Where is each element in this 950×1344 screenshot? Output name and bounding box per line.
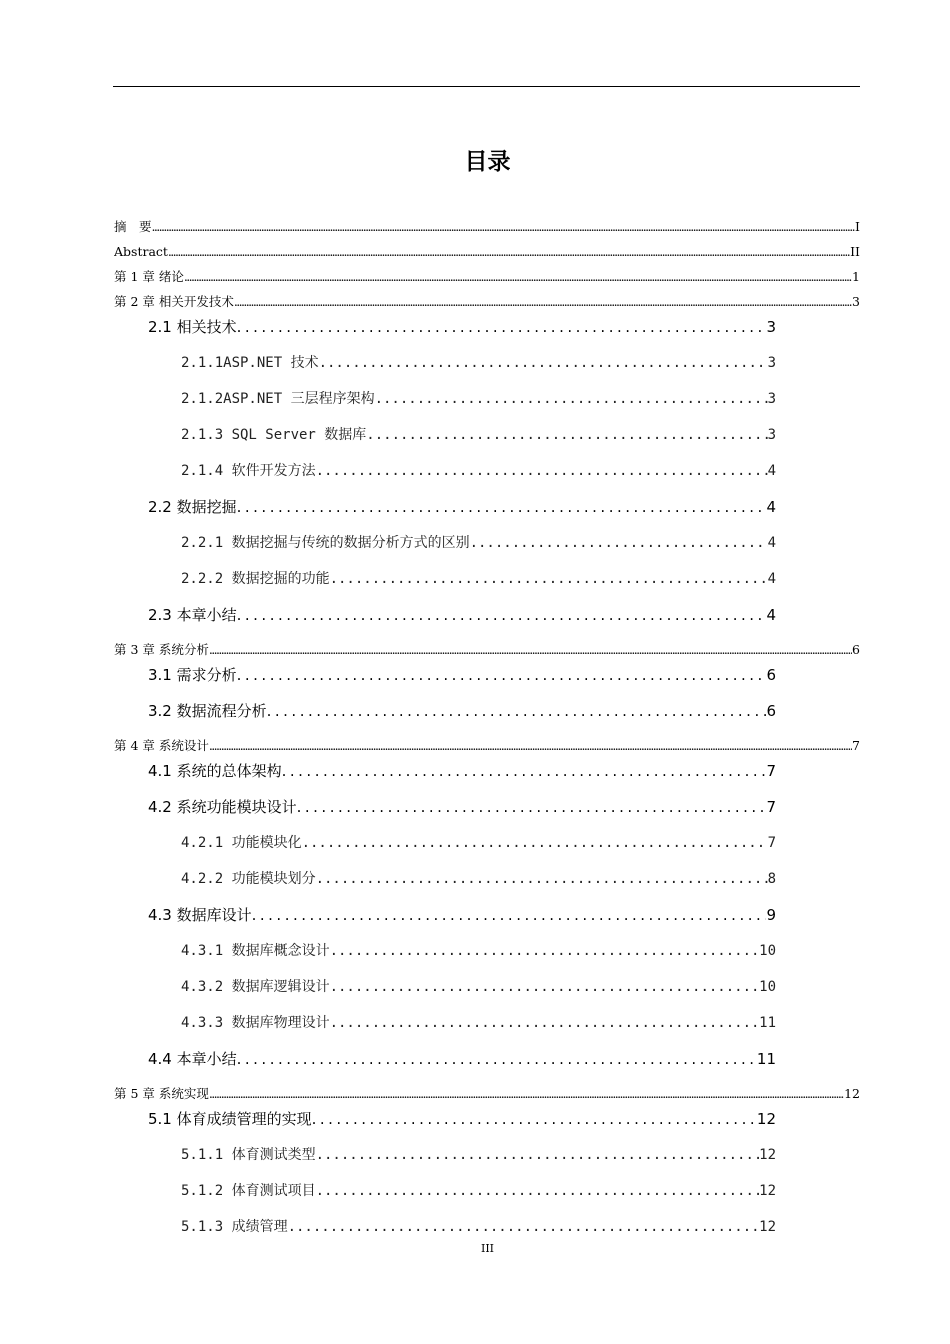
dot-leader [234,292,852,312]
toc-entry-label: 第 5 章 系统实现 [114,1086,209,1101]
toc-entry-label: 5.1.3 成绩管理 [181,1219,288,1235]
toc-entry-label: 4.3.1 数据库概念设计 [181,943,330,959]
page-title: 目录 [464,149,511,175]
toc-entry-label: 第 4 章 系统设计 [114,738,209,753]
toc-entry-section[interactable] [148,495,776,519]
toc-entry-page-number: 12 [759,1219,776,1235]
toc-entry-page-number: 4 [766,606,776,624]
toc-entry-section[interactable] [148,1047,776,1071]
toc-entry-label: 4.3.2 数据库逻辑设计 [181,979,330,995]
dot-leader [316,1179,760,1203]
toc-entry-subsection[interactable] [181,975,776,999]
toc-entry-label: 4.3 数据库设计 [148,906,252,924]
toc-entry-page-number: 4 [766,498,776,516]
toc-entry-page-number: I [855,219,860,234]
toc-entry-section[interactable] [148,795,776,819]
dot-leader [237,315,767,339]
toc-entry-label: 2.1.3 SQL Server 数据库 [181,427,367,443]
toc-entry-page-number: 9 [766,906,776,924]
toc-entry-subsection[interactable] [181,831,776,855]
toc-entry-subsection[interactable] [181,939,776,963]
toc-entry-page-number: 3 [767,391,776,407]
dot-leader [330,975,760,999]
toc-entry-section[interactable] [148,699,776,723]
toc-entry-section[interactable] [148,903,776,927]
toc-entry-page-number: 6 [852,642,860,657]
toc-entry-page-number: 3 [767,355,776,371]
dot-leader [316,867,768,891]
dot-leader [316,459,768,483]
toc-entry-page-number: 7 [852,738,860,753]
toc-entry-page-number: 12 [756,1110,776,1128]
toc-entry-page-number: 7 [766,798,776,816]
toc-entry-page-number: 11 [759,1015,776,1031]
toc-entry-label: 第 1 章 绪论 [114,269,184,284]
toc-entry-label: 2.1.2ASP.NET 三层程序架构 [181,391,375,407]
dot-leader [302,831,768,855]
toc-entry-page-number: 1 [852,269,860,284]
dot-leader [209,736,852,756]
toc-entry-subsection[interactable] [181,531,776,555]
toc-entry-page-number: 12 [759,1183,776,1199]
toc-entry-page-number: 6 [766,702,776,720]
toc-entry-label: 3.1 需求分析 [148,666,237,684]
toc-entry-page-number: 7 [766,762,776,780]
toc-entry-chapter[interactable] [114,267,860,287]
toc-entry-section[interactable] [148,603,776,627]
toc-entry-label: 4.2 系统功能模块设计 [148,798,297,816]
toc-entry-page-number: 6 [766,666,776,684]
dot-leader [237,495,767,519]
toc-entry-section[interactable] [148,663,776,687]
toc-entry-label: 4.3.3 数据库物理设计 [181,1015,330,1031]
toc-entry-chapter[interactable] [114,736,860,756]
toc-entry-label: 2.2.1 数据挖掘与传统的数据分析方式的区别 [181,535,470,551]
toc-entry-section[interactable] [148,1107,776,1131]
dot-leader [282,759,767,783]
dot-leader [375,387,768,411]
dot-leader [288,1215,760,1239]
toc-entry-page-number: 3 [767,427,776,443]
dot-leader [330,567,768,591]
toc-entry-label: 4.4 本章小结 [148,1050,237,1068]
toc-entry-label: 2.1 相关技术 [148,318,237,336]
dot-leader [237,663,767,687]
dot-leader [297,795,767,819]
dot-leader [330,939,760,963]
toc-entry-page-number: 12 [844,1086,860,1101]
toc-entry-subsection[interactable] [181,1011,776,1035]
toc-entry-label: 2.2 数据挖掘 [148,498,237,516]
toc-entry-subsection[interactable] [181,1179,776,1203]
dot-leader [237,1047,757,1071]
toc-entry-label: 4.1 系统的总体架构 [148,762,282,780]
toc-entry-label: 第 3 章 系统分析 [114,642,209,657]
toc-entry-chapter[interactable] [114,242,860,262]
dot-leader [366,423,767,447]
toc-entry-subsection[interactable] [181,423,776,447]
dot-leader [209,1084,844,1104]
toc-entry-page-number: 4 [767,463,776,479]
toc-entry-page-number: 4 [767,571,776,587]
dot-leader [168,242,850,262]
dot-leader [152,217,856,237]
toc-entry-label: Abstract [114,244,168,259]
dot-leader [209,640,852,660]
dot-leader [267,699,767,723]
dot-leader [184,267,852,287]
toc-entry-page-number: 8 [767,871,776,887]
dot-leader [237,603,767,627]
toc-entry-chapter[interactable] [114,292,860,312]
toc-entry-page-number: 10 [759,943,776,959]
toc-entry-label: 5.1.2 体育测试项目 [181,1183,316,1199]
toc-entry-section[interactable] [148,759,776,783]
toc-entry-label: 5.1.1 体育测试类型 [181,1147,316,1163]
toc-entry-subsection[interactable] [181,459,776,483]
toc-entry-label: 5.1 体育成绩管理的实现 [148,1110,312,1128]
toc-entry-page-number: 3 [852,294,860,309]
page-number-footer: III [480,1242,495,1255]
dot-leader [252,903,767,927]
toc-entry-page-number: 3 [766,318,776,336]
toc-entry-subsection[interactable] [181,1215,776,1239]
toc-entry-label: 摘 要 [114,219,152,234]
toc-entry-label: 2.1.1ASP.NET 技术 [181,355,319,371]
toc-entry-page-number: II [850,244,860,259]
toc-entry-page-number: 11 [756,1050,776,1068]
toc-entry-page-number: 7 [767,835,776,851]
toc-entry-label: 第 2 章 相关开发技术 [114,294,234,309]
toc-entry-label: 4.2.1 功能模块化 [181,835,302,851]
toc-entry-label: 4.2.2 功能模块划分 [181,871,316,887]
toc-entry-subsection[interactable] [181,567,776,591]
toc-entry-section[interactable] [148,315,776,339]
toc-entry-page-number: 12 [759,1147,776,1163]
toc-entry-page-number: 4 [767,535,776,551]
toc-entry-label: 2.1.4 软件开发方法 [181,463,316,479]
toc-entry-subsection[interactable] [181,351,776,375]
toc-entry-chapter[interactable] [114,640,860,660]
dot-leader [319,351,768,375]
dot-leader [470,531,768,555]
toc-entry-label: 2.2.2 数据挖掘的功能 [181,571,330,587]
toc-entry-page-number: 10 [759,979,776,995]
dot-leader [330,1011,760,1035]
dot-leader [312,1107,757,1131]
toc-entry-label: 2.3 本章小结 [148,606,237,624]
toc-entry-chapter[interactable] [114,217,860,237]
toc-entry-subsection[interactable] [181,1143,776,1167]
toc-entry-label: 3.2 数据流程分析 [148,702,267,720]
toc-entry-subsection[interactable] [181,387,776,411]
toc-entry-chapter[interactable] [114,1084,860,1104]
toc-entry-subsection[interactable] [181,867,776,891]
dot-leader [316,1143,760,1167]
